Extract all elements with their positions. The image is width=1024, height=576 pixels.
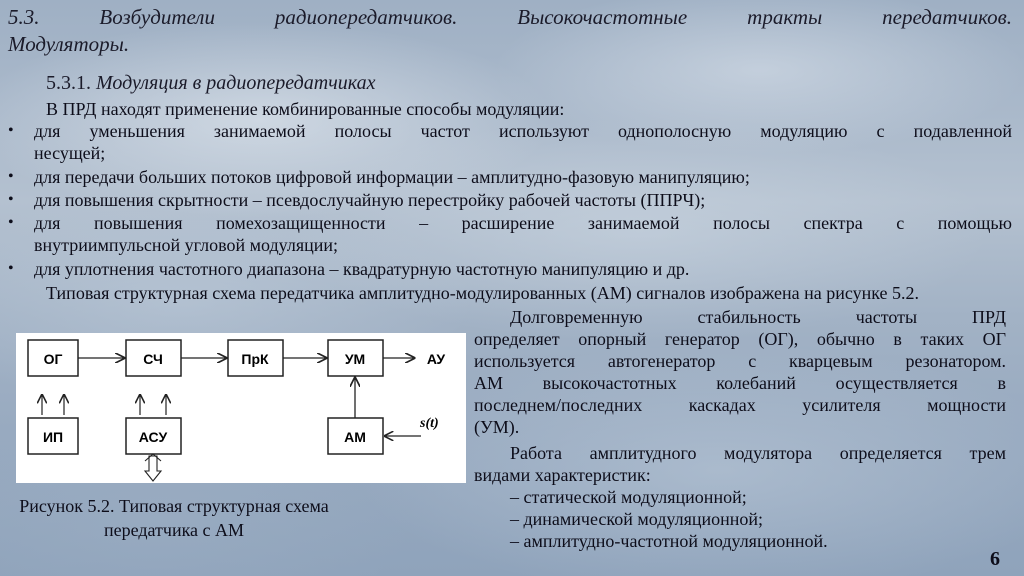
au-label: АУ — [426, 351, 446, 367]
signal-label: s(t) — [420, 416, 439, 431]
bullet-icon: • — [8, 191, 14, 208]
figure-reference-paragraph: Типовая структурная схема передатчика амплитудно-модулированных (АМ) сигналов изображена на рисунке 5.2. — [46, 283, 919, 303]
list-item — [8, 189, 1012, 211]
bullet-icon: • — [8, 168, 14, 185]
block-diagram — [16, 333, 466, 483]
ip-label: ИП — [42, 429, 64, 445]
og-block — [28, 340, 78, 376]
intro-text: В ПРД находят применение комбинированные способы модуляции: — [46, 99, 565, 119]
modulator-paragraph — [474, 442, 1006, 486]
bus-arrow-icon — [145, 456, 161, 481]
bullet-icon: • — [8, 260, 14, 277]
characteristic-item: – амплитудно-частотной модуляционной. — [510, 531, 828, 551]
bullet-icon: • — [8, 122, 14, 139]
am-block — [328, 418, 383, 454]
characteristic-item: – динамической модуляционной; — [510, 509, 764, 529]
ip-block — [28, 418, 78, 454]
um-block — [328, 340, 383, 376]
section-heading — [46, 71, 376, 95]
figure-caption: Рисунок 5.2. Типовая структурная схема передатчика с АМ — [19, 496, 329, 540]
list-item-text: для уплотнения частотного диапазона – квадратурную частотную манипуляцию и др. — [34, 259, 690, 279]
list-item — [8, 166, 1012, 188]
stability-paragraph — [474, 306, 1006, 438]
text-line: определяет опорный генератор (ОГ), обычно в таких ОГ — [474, 329, 1006, 349]
list-item-text-cont: несущей; — [34, 143, 106, 163]
sch-label: СЧ — [143, 351, 163, 367]
text-line: Работа амплитудного модулятора определяется трем — [510, 443, 1006, 463]
text-line: АМ высокочастотных колебаний осуществляется в — [474, 373, 1006, 393]
prk-block — [228, 340, 283, 376]
slide-title: 5.3. Возбудители радиопередатчиков. Высокочастотные тракты передатчиков. Модуляторы. — [8, 5, 1012, 56]
list-item-text: для повышения скрытности – псевдослучайную перестройку рабочей частоты (ППРЧ); — [34, 190, 706, 210]
list-item-text: для уменьшения занимаемой полосы частот используют однополосную модуляцию с подавленной — [34, 121, 1012, 141]
asu-label: АСУ — [138, 429, 168, 445]
section-number: 5.3.1. — [46, 72, 91, 94]
list-item-text: для передачи больших потоков цифровой информации – амплитудно-фазовую манипуляцию; — [34, 167, 750, 187]
list-item — [8, 120, 1012, 164]
text-line: (УМ). — [474, 417, 520, 437]
list-item-text-cont: внутриимпульсной угловой модуляции; — [34, 235, 339, 255]
page-number: 6 — [990, 548, 1000, 570]
og-label: ОГ — [43, 351, 63, 367]
asu-block — [126, 418, 181, 454]
section-heading-text: Модуляция в радиопередатчиках — [96, 72, 376, 94]
text-line: видами характеристик: — [474, 465, 651, 485]
text-line: последнем/последних каскадах усилителя мощности — [474, 395, 1006, 415]
bullet-icon: • — [8, 214, 14, 231]
characteristic-item: – статической модуляционной; — [510, 487, 747, 507]
list-item — [8, 258, 1012, 280]
list-item — [8, 212, 1012, 256]
am-label: АМ — [344, 429, 366, 445]
um-label: УМ — [344, 351, 366, 367]
list-item-text: для повышения помехозащищенности – расширение занимаемой полосы спектра с помощью — [34, 213, 1012, 233]
prk-label: ПрК — [241, 351, 269, 367]
block-diagram-figure — [16, 333, 466, 483]
text-line: Долговременную стабильность частоты ПРД — [510, 307, 1006, 327]
sch-block — [126, 340, 181, 376]
text-line: используется автогенератор с кварцевым резонатором. — [474, 351, 1006, 371]
description-column — [474, 306, 1006, 552]
